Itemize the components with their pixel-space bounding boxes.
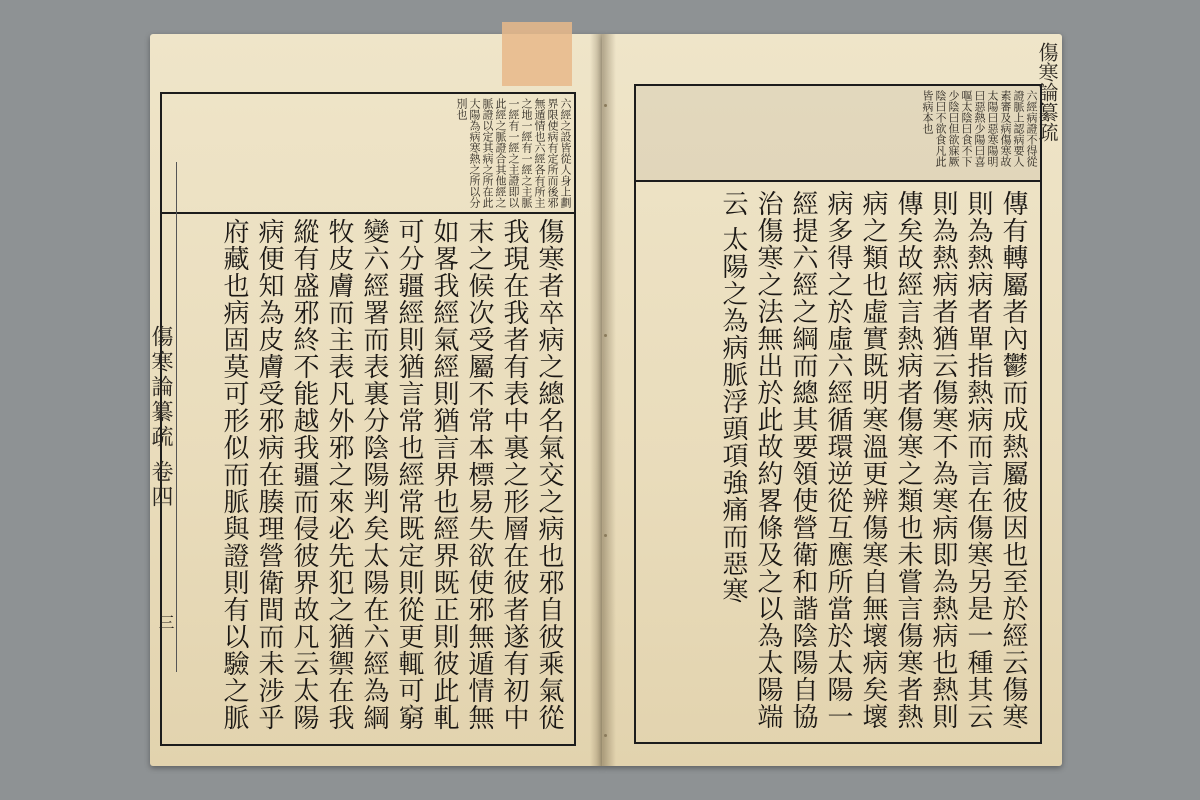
stitch-hole <box>604 534 607 537</box>
left-body-text: 傷寒者卒病之總名氣交之病也邪自彼乘氣從我現在我者有表中裏之形層在彼者遂有初中末之候次受屬不常本標易失欲使邪無遁情無如畧我經氣經則猶言界也經界既正則彼此軋可分疆經則猶言常也經常既定則從更輒可窮變六經署而表裏分陰陽判矣太陽在六經為綱牧皮膚而主表凡外邪之來必先犯之猶禦在我縱有盛邪終不能越我疆而侵彼界故凡云太陽病便知為皮膚受邪病在腠理營衛間而未涉乎府藏也病固莫可形似而脈與證則有以驗之脈 <box>219 218 564 731</box>
stitch-hole <box>604 734 607 737</box>
book-title: 傷寒論纂疏 <box>148 324 173 450</box>
left-headnote: 六經之設皆從人身上劃界限使病有定所而後邪無遁情也六經各有所主之地一經有一經之主脈一經有一經之主證即以此經之脈證合其他經之脈證以定其病之所在此大陽為病寒熱之所以分別也 <box>162 94 574 214</box>
right-headnote: 六經病證不得從證脈上認病要人素審及病傷寒故太陽曰惡寒陽明曰惡熱少陽曰喜嘔太陰曰食不下少陰曰但欲寐厥陰曰不欲食凡此皆病本也 <box>636 86 1040 182</box>
left-page <box>150 34 602 766</box>
stitch-hole <box>604 334 607 337</box>
section-heading: 太陽之為病脈浮頭項強痛而惡寒 <box>718 226 748 605</box>
stitch-hole <box>604 104 607 107</box>
right-page <box>602 34 1062 766</box>
book-gutter <box>590 34 616 766</box>
open-book <box>150 34 1062 766</box>
right-body-text <box>648 190 1030 730</box>
book-title-margin <box>150 162 177 672</box>
page-tab-marker <box>502 22 572 86</box>
right-text-frame <box>634 84 1042 744</box>
volume-label: 卷四 <box>148 459 173 510</box>
right-body-main: 傳有轉屬者內鬱而成熱屬彼因也至於經云傷寒則為熱病者單指熱病而言在傷寒另是一種其云則為熱病者猶云傷寒不為寒病即為熱病也熱則傳矣故經言熱病者傷寒之類也未嘗言傷寒者熱病之類也虛實既明寒溫更辨傷寒自無壞病矣壞病多得之於虛六經循環逆從互應所當於太陽一經提六經之綱而總其要領使營衛和諧陰陽自協治傷寒之法無出於此故約畧條及之以為太陽端云 <box>718 190 1028 730</box>
running-title: 傷寒論纂疏 <box>1035 42 1059 142</box>
left-text-frame <box>160 92 576 746</box>
page-number: 三 <box>156 614 175 630</box>
